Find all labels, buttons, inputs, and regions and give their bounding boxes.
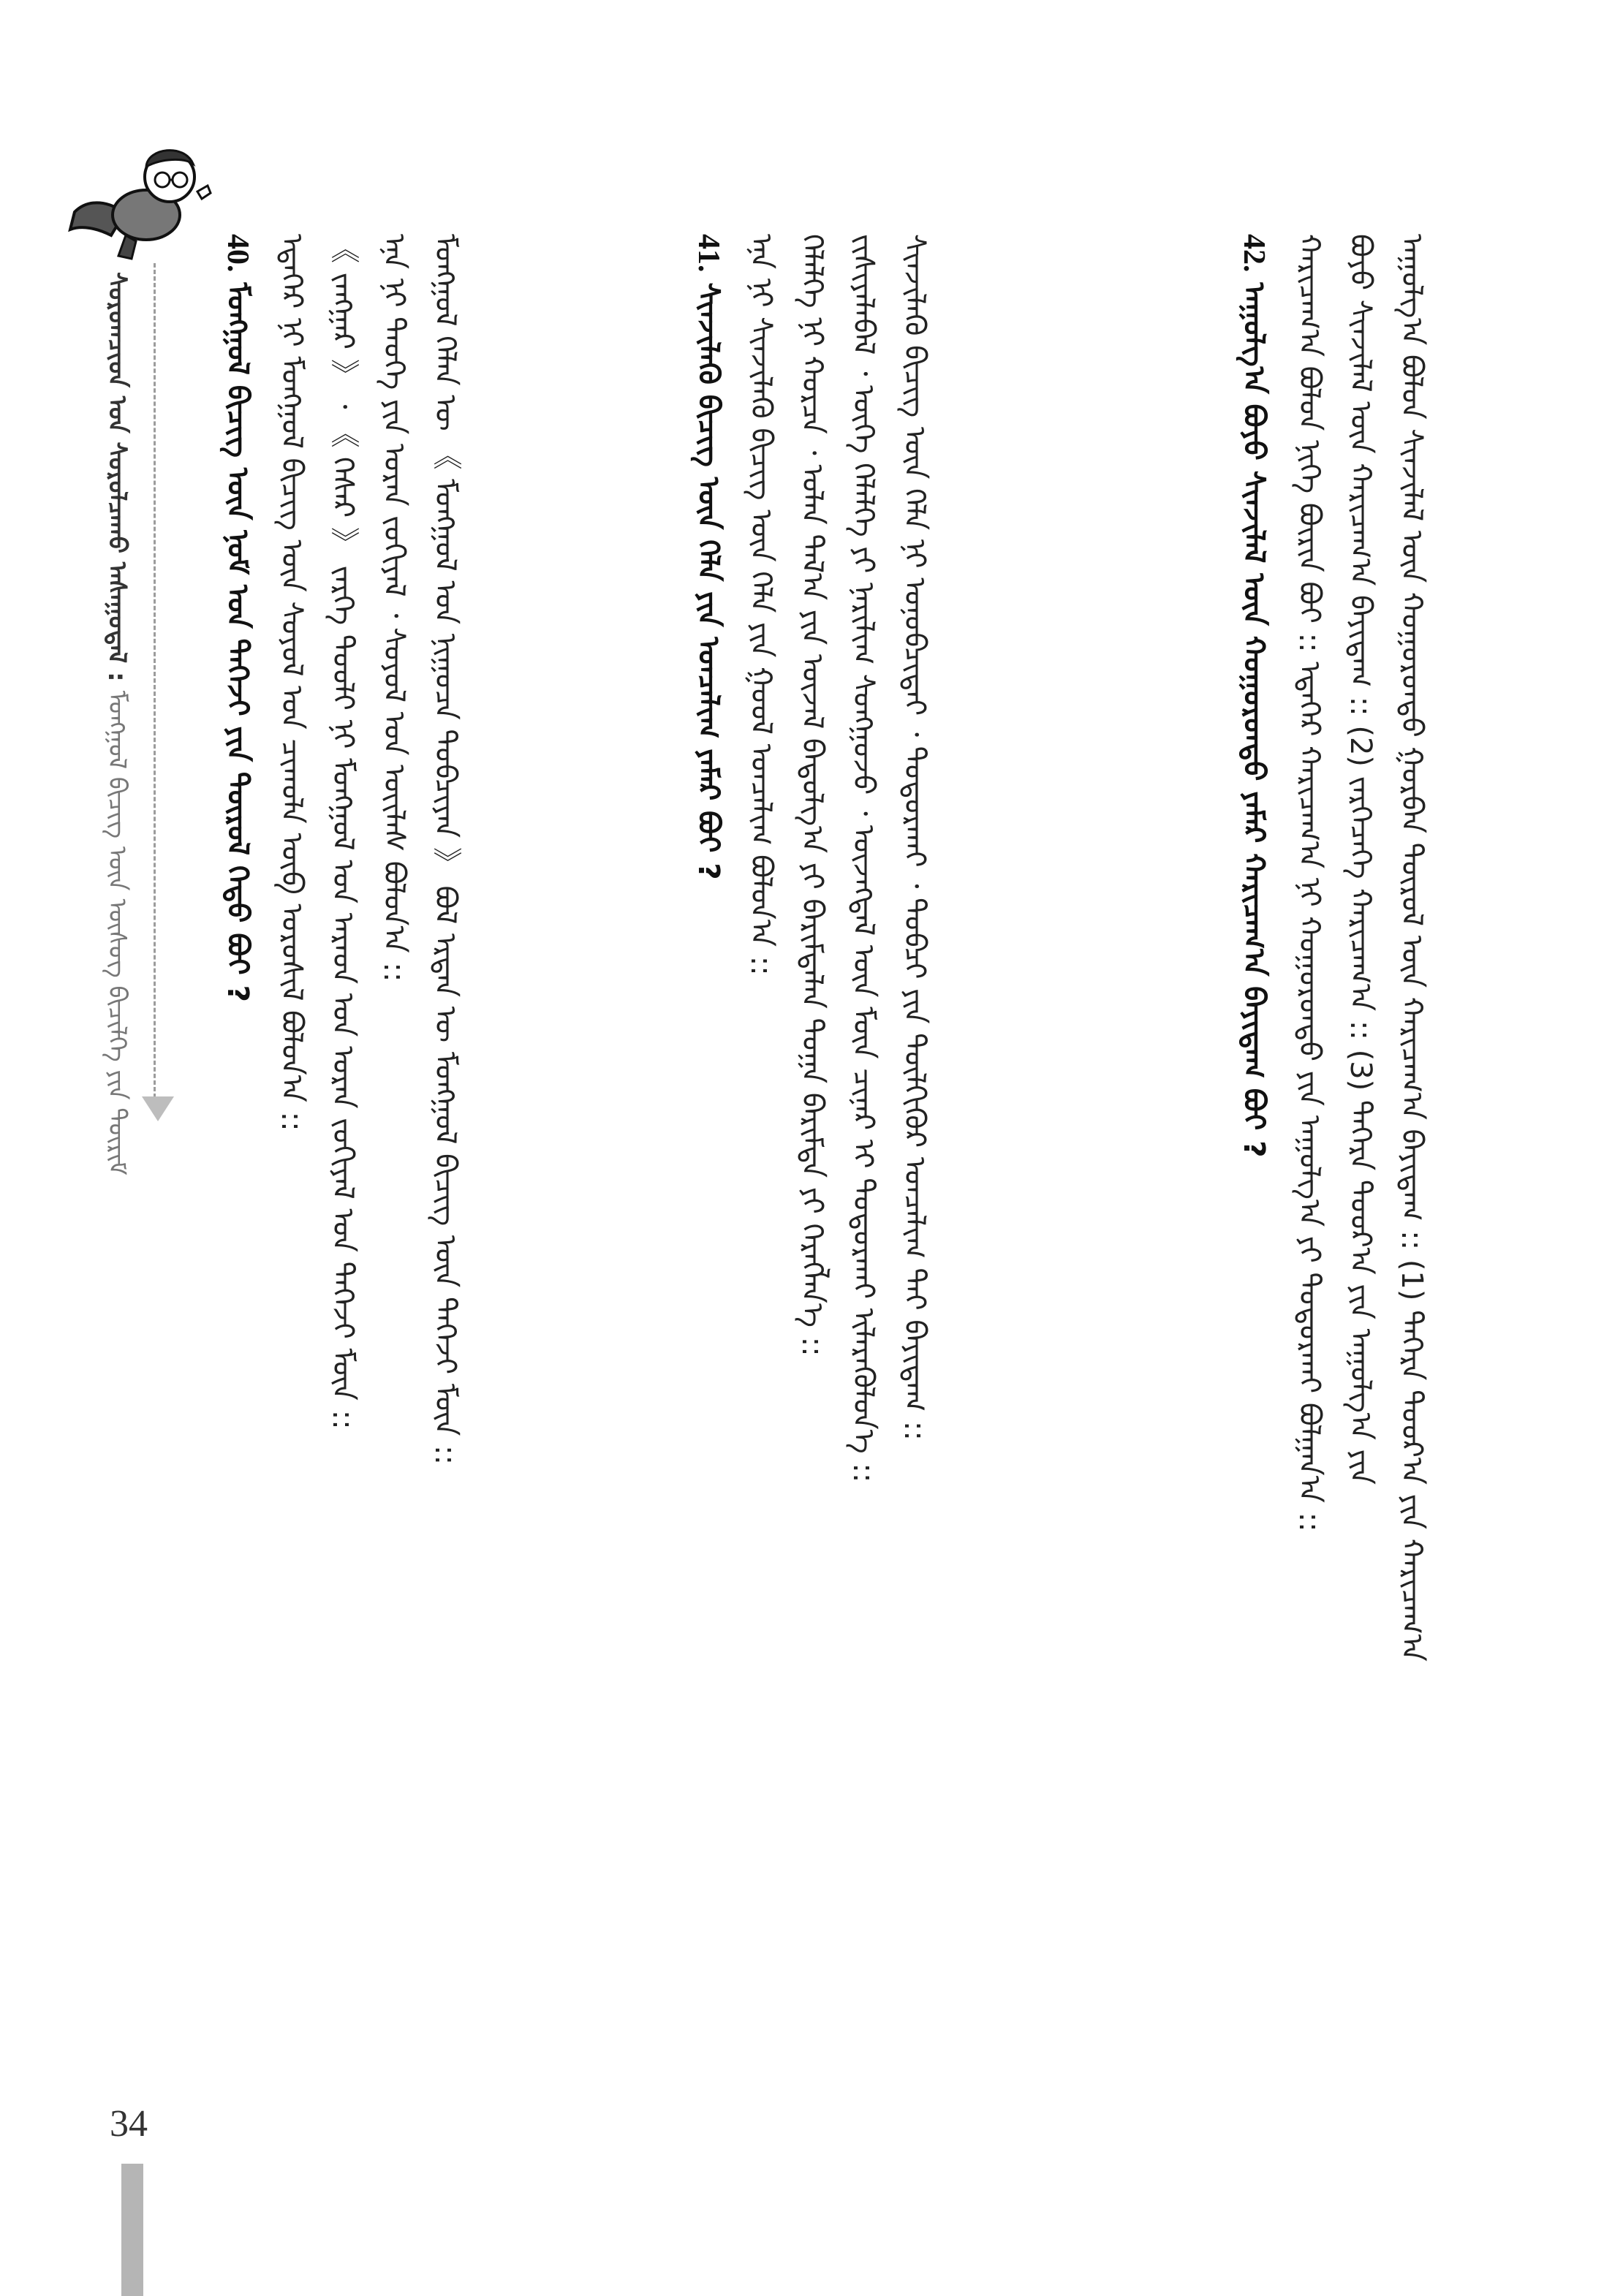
question-number: 40. [221, 234, 254, 273]
question-number: 42. [1237, 234, 1271, 273]
answer-line: ᠡᠨᠡ ᠨᠢ ᠰᠢᠨᠵᠢᠯᠡᠬᠦ ᠪᠢᠴᠢᠭ ᠦᠨ ᠬᠡᠯᠡ ᠶᠢᠨ ᠭᠣᠣᠯ ᠣᠨᠴᠠᠯᠢᠭ ᠪᠣᠯᠤᠨ᠎ᠠ :: [744, 234, 778, 976]
question-text: ᠮᠣᠩᠭᠣᠯ ᠪᠢᠴᠢᠭ ᠦᠨ ᠨᠣᠮ ᠤᠨ ᠳᠡᠭᠡᠵᠢ ᠶᠢᠨ ᠲᠥᠷᠥᠯ ᠬᠡᠳᠦ ᠪᠤᠢ ? [221, 282, 254, 1002]
question-40-title [219, 234, 256, 1002]
answer-line: ᠵᠢᠱᠢᠶᠡᠯᠡᠪᠡᠯ ᠂ ᠦᠭᠡ ᠬᠡᠯᠡᠯᠭᠡ ᠶᠢ ᠨᠠᠷᠢᠯᠢᠭ ᠰᠣᠩᠭᠣᠵᠤ ᠂ ᠦᠵᠡᠭᠳᠡᠯ ᠦᠨ ᠮᠦᠨ ᠴᠢᠨᠠᠷ ᠢ ᠲᠣᠳᠣᠷᠬᠠᠢ ᠢᠯᠡᠷᠡᠭᠦᠯᠦᠨ᠎ᠡ :: [847, 234, 880, 1483]
answer-line: ᠬᠡᠯᠡᠯᠭᠡ ᠨᠢ ᠬᠤᠷᠴᠠ ᠂ ᠣᠯᠠᠨ ᠲᠠᠯ᠎ᠠ ᠶᠢᠨ ᠦᠵᠡᠯ ᠪᠠᠲᠤᠯᠭ᠎ᠠ ᠶᠢ ᠪᠠᠷᠢᠮᠲᠠᠯᠠᠨ ᠲᠣᠭᠠ ᠪᠠᠷᠢᠮᠲᠠ ᠶᠢ ᠬᠡᠷᠡᠭᠯᠡᠨ᠎ᠡ :: [795, 234, 829, 1357]
answer-line: ᠪᠤᠶᠤ ᠰᠢᠨᠵᠢᠯᠡᠯ ᠦᠨ ᠬᠠᠷᠢᠴᠠᠭ᠎ᠠ ᠪᠠᠶᠢᠳᠠᠭ :: (2) ᠵᠡᠷᠭᠡᠴᠡᠬᠡ ᠬᠠᠷᠢᠴᠠᠭ᠎ᠠ :: (3) ᠳᠡᠭᠡᠷᠡ ᠳᠤᠤᠷ᠎ᠠ ᠶᠢᠨ ᠠᠭᠤᠯᠭ᠎ᠠ ᠶᠢᠨ [1344, 234, 1377, 1485]
answer-line: 《 ᠵᠠᠩᠭᠠᠷ 》 ᠂ 《 ᠭᠡᠰᠡᠷ 》 ᠵᠡᠷᠭᠡ ᠲᠤᠤᠯᠢ ᠨᠢ ᠮᠣᠩᠭᠣᠯ ᠤᠨ ᠠᠷᠠᠳ ᠤᠨ ᠤᠷᠠᠨ ᠵᠣᠬᠢᠶᠠᠯ ᠤᠨ ᠳᠡᠭᠡᠵᠢ ᠮᠥᠨ :: [326, 234, 360, 1430]
page-number: 34 [110, 2103, 148, 2145]
question-text: ᠠᠭᠤᠯᠭ᠎ᠠ ᠪᠤᠶᠤ ᠰᠢᠨᠵᠢᠯᠡᠯ ᠦᠨ ᠬᠣᠭᠣᠷᠣᠨᠳᠣ ᠶᠠᠮᠠᠷ ᠬᠠᠷᠢᠴᠠᠭ᠎ᠠ ᠪᠠᠶᠢᠳᠠᠭ ᠪᠤᠢ ? [1237, 282, 1271, 1158]
header-title: ᠰᠤᠷᠤᠭᠴᠢᠳ ᠤᠨ ᠰᠤᠷᠤᠯᠴᠠᠬᠤ ᠠᠰᠠᠭᠤᠳᠠᠯ : [102, 272, 132, 682]
question-41-title [690, 234, 727, 880]
answer-line: ᠰᠢᠨᠵᠢᠯᠡᠬᠦ ᠪᠢᠴᠢᠭ ᠦᠨ ᠬᠡᠯᠡ ᠨᠢ ᠣᠨᠣᠪᠴᠢᠲᠠᠢ ᠂ ᠲᠣᠳᠣᠷᠬᠠᠢ ᠂ ᠲᠣᠪᠴᠢ ᠶᠢᠨ ᠲᠦᠯᠬᠢᠭᠦᠷ ᠣᠨᠴᠠᠯᠢᠭ ᠲᠠᠢ ᠪᠠᠶᠢᠳᠠᠭ :: [898, 234, 931, 1441]
header-subtitle: ᠮᠣᠩᠭᠣᠯ ᠪᠢᠴᠢᠭ ᠦᠨ ᠦᠰᠦᠭ ᠪᠢᠴᠢᠯᠭᠡ ᠶᠢᠨ ᠳᠦᠷᠢᠮ [102, 690, 132, 1175]
flying-boy-mascot-icon [60, 126, 221, 279]
question-42-title [1236, 234, 1272, 1157]
question-number: 41. [692, 234, 725, 273]
triangle-arrow-icon [142, 1096, 174, 1121]
answer-line: ᠬᠠᠷᠢᠴᠠᠭ᠎ᠠ ᠪᠤᠯᠤᠨ ᠨᠢᠭᠡ ᠪᠦᠷᠢᠨ ᠪᠤᠢ :: ᠡᠳᠡᠭᠡᠷ ᠬᠠᠷᠢᠴᠠᠭ᠎ᠠ ᠨᠢ ᠬᠣᠭᠣᠷᠣᠨᠳᠣ ᠶᠢᠨ ᠠᠭᠤᠯᠭ᠎ᠠ ᠶᠢ ᠲᠣᠳᠣᠷᠬᠠᠶ ᠪᠣᠯᠭᠠᠨ᠎ᠠ :: [1293, 234, 1326, 1532]
page-edge-tab [121, 2164, 143, 2296]
answer-line: ᠡᠨᠡ ᠨᠢ ᠲᠡᠦᠬᠡ ᠶᠢᠨ ᠤᠷᠠᠨ ᠵᠣᠬᠢᠶᠠᠯ ᠂ ᠰᠣᠶᠣᠯ ᠤᠨ ᠦᠢᠯᠡᠰ ᠪᠣᠯᠤᠨ᠎ᠠ :: [377, 234, 411, 982]
answer-line: ᠮᠣᠩᠭᠣᠯ ᠬᠡᠯᠡᠨ ᠦ 《 ᠮᠣᠩᠭᠣᠯ ᠤᠨ ᠨᠢᠭᠤᠴᠠ ᠲᠣᠪᠴᠢᠶᠠᠨ 》 ᠪᠣᠯ ᠡᠷᠲᠡᠨ ᠦ ᠮᠣᠩᠭᠣᠯ ᠪᠢᠴᠢᠭ ᠦᠨ ᠳᠡᠭᠡᠵᠢ ᠮᠥᠨ :: [428, 234, 462, 1465]
running-header [95, 272, 139, 1175]
answer-line: ᠠᠭᠤᠯᠭ᠎ᠠ ᠪᠤᠯᠤᠨ ᠰᠢᠨᠵᠢᠯᠡᠯ ᠦᠨ ᠬᠣᠭᠣᠷᠣᠨᠳᠣ ᠭᠤᠷᠪᠠᠨ ᠲᠦᠷᠦᠯ ᠦᠨ ᠬᠠᠷᠢᠴᠠᠭ᠎ᠠ ᠪᠠᠶᠢᠳᠠᠭ :: (1) ᠳᠡᠭᠡᠷᠡ ᠳᠤᠤᠷ᠎ᠠ ᠶᠢᠨ ᠬᠠᠷᠢᠴᠠᠭ᠎ᠠ [1395, 234, 1429, 1662]
question-text: ᠰᠢᠨᠵᠢᠯᠡᠬᠦ ᠪᠢᠴᠢᠭ ᠦᠨ ᠬᠡᠯᠡ ᠶᠢᠨ ᠣᠨᠴᠠᠯᠢᠭ ᠶᠠᠮᠠᠷ ᠪᠤᠢ ? [692, 282, 725, 880]
answer-line: ᠡᠳᠡᠭᠡᠷ ᠨᠢ ᠮᠣᠩᠭᠣᠯ ᠪᠢᠴᠢᠭ ᠦᠨ ᠰᠣᠶᠣᠯ ᠤᠨ ᠴᠢᠬᠤᠯᠠ ᠦᠪ ᠣᠷᠤᠰᠢᠯ ᠪᠣᠯᠤᠨ᠎ᠠ :: [275, 234, 309, 1132]
